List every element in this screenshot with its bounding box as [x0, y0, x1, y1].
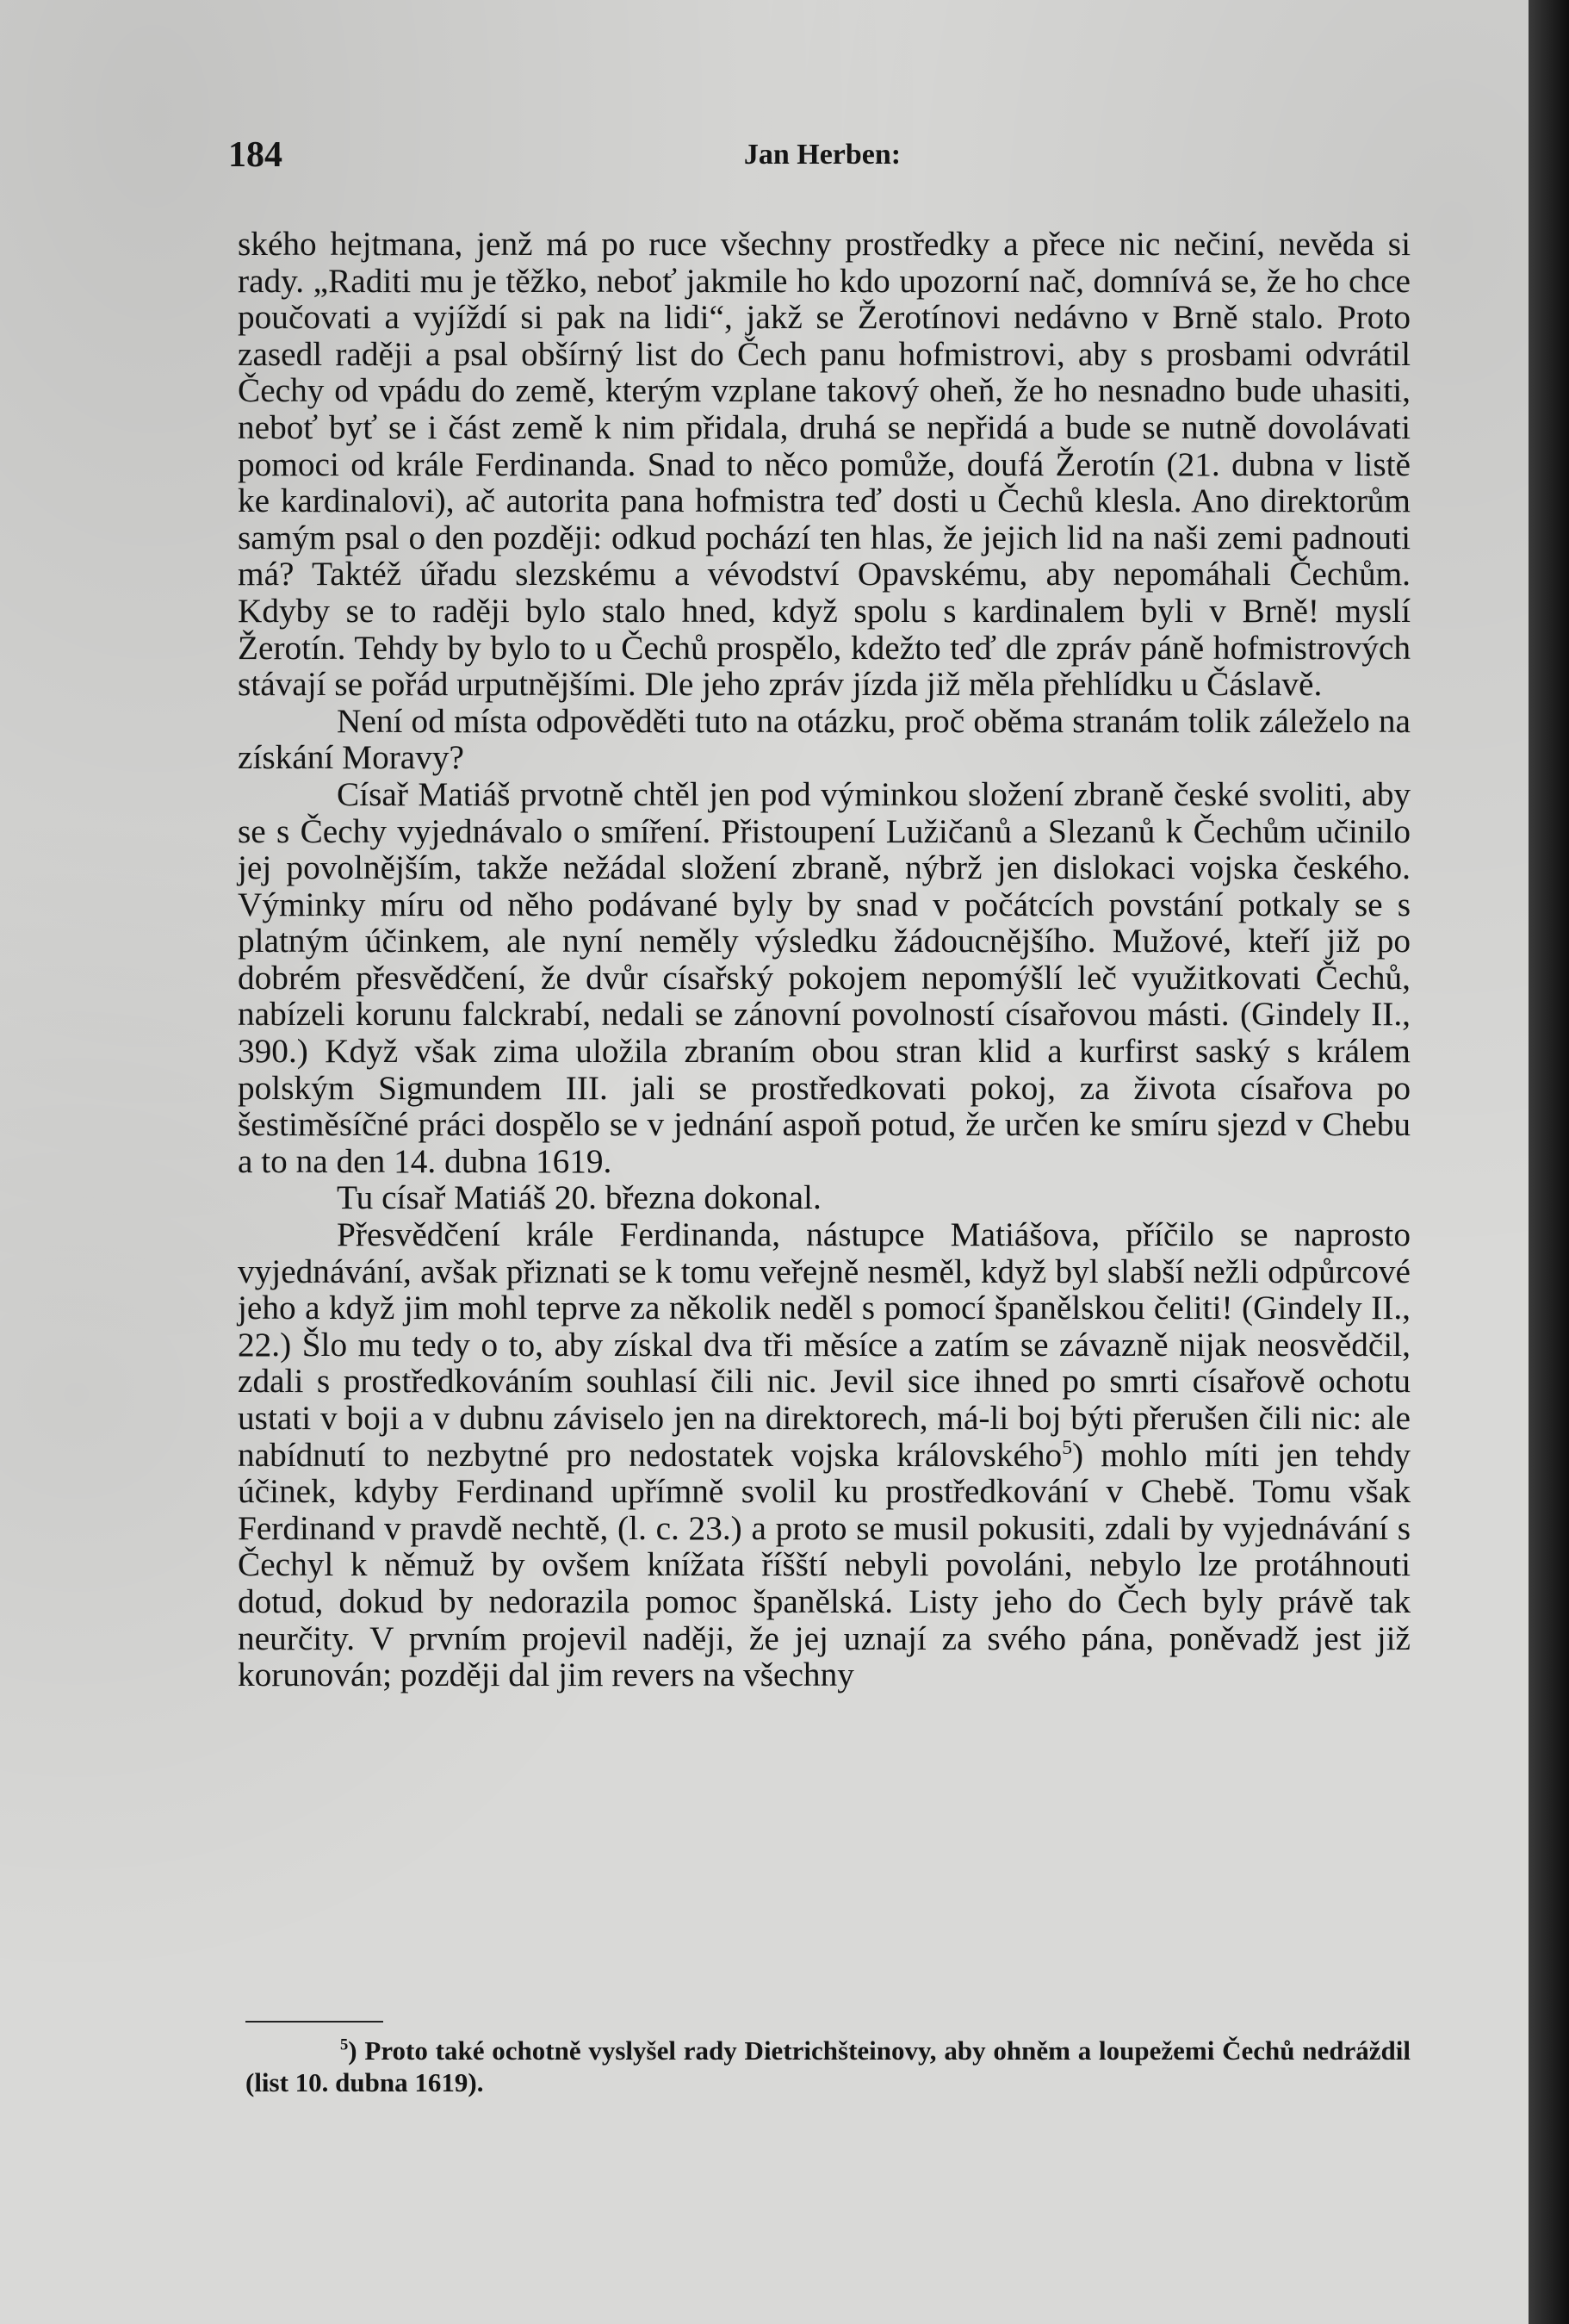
paragraph-text: Přesvědčení krále Ferdinanda, nástupce Matiášova, příčilo se naprosto vyjednávání, avšak přiznati se k tomu veřejně nesměl, když byl slabší nežli odpůrcové jeho a když jim mohl teprve za několik neděl s pomocí španělskou čeliti! (Gindely II., 22.) Šlo mu tedy o to, aby získal dva tři měsíce a zatím se závazně nijak neosvědčil, zdali s prostředkováním souhlasí čili nic. Jevil sice ihned po smrti císařově ochotu ustati v boji a v dubnu záviselo jen na direktorech, má-li boj býti přerušen čili nic: ale nabídnutí to nezbytné pro nedostatek vojska královského [238, 1215, 1411, 1474]
footnote-mark: 5 [340, 2035, 349, 2054]
footnote-reference: 5 [1062, 1436, 1072, 1459]
footnote-text: ) Proto také ochotně vyslyšel rady Dietrichšteinovy, aby ohněm a loupežemi Čechů nedráždil (list 10. dubna 1619). [245, 2035, 1411, 2097]
page-number: 184 [228, 135, 282, 175]
paragraph: Není od místa odpověděti tuto na otázku, proč oběma stranám tolik záleželo na získání Moravy? [238, 701, 1411, 777]
paragraph: Tu císař Matiáš 20. března dokonal. [337, 1178, 822, 1217]
running-head: Jan Herben: [743, 139, 902, 171]
paragraph: Císař Matiáš prvotně chtěl jen pod výminkou složení zbraně české svoliti, aby se s Čechy vyjednávalo o smíření. Přistoupení Lužičanů a Slezanů k Čechům učinilo jej povolnějším, takže nežádal složení zbraně, nýbrž jen dislokaci vojska českého. Výminky míru od něho podávané byly by snad v počátcích povstání potkaly se s platným účinkem, ale nyní neměly výsledku žádoucnějšího. Mužové, kteří již po dobrém přesvědčení, že dvůr císařský pokojem nepomýšlí leč využitkovati Čechů, nabízeli korunu falckrabí, nedali se zánovní povolností císařovou másti. (Gindely II., 390.) Když však zima uložila zbraním obou stran klid a kurfirst saský s králem polským Sigmundem III. jali se prostředkovati pokoj, za života císařova po šestiměsíčné práci dospělo se v jednání aspoň potud, že určen ke smíru sjezd v Chebu a to na den 14. dubna 1619. [238, 774, 1411, 1180]
body-text [238, 226, 1411, 1693]
paragraph-text: ) mohlo míti jen tehdy účinek, kdyby Ferdinand upřímně svolil ku prostředkování v Chebě. Tomu však Ferdinand v pravdě nechtě, (l. c. 23.) a proto se musil pokusiti, zdali by vyjednávání s Čechyl k němuž by ovšem knížata říšští nebyli povoláni, nebylo lze protáhnouti dotud, dokud by nedorazila pomoc španělská. Listy jeho do Čech byly právě tak neurčity. V prvním projevil naději, že jej uznají za svého pána, poněvadž jest již korunován; později dal jim revers na všechny [238, 1435, 1411, 1694]
footnote [245, 2035, 1411, 2098]
paragraph [238, 1216, 1411, 1693]
page-edge-shadow [1529, 0, 1569, 2324]
paragraph: ského hejtmana, jenž má po ruce všechny prostředky a přece nic nečiní, nevěda si rady. „Raditi mu je těžko, neboť jakmile ho kdo upozorní nač, domnívá se, že ho chce poučovati a vyjíždí si pak na lidi“, jakž se Žerotínovi nedávno v Brně stalo. Proto zasedl raději a psal obšírný list do Čech panu hofmistrovi, aby s prosbami odvrátil Čechy od vpádu do země, kterým vzplane takový oheň, že ho nesnadno bude uhasiti, neboť byť se i část země k nim přidala, druhá se nepřidá a bude se nutně dovolávati pomoci od krále Ferdinanda. Snad to něco pomůže, doufá Žerotín (21. dubna v listě ke kardinalovi), ač autorita pana hofmistra teď dosti u Čechů klesla. Ano direktorům samým psal o den později: odkud pochází ten hlas, že jejich lid na naši zemi padnouti má? Taktéž úřadu slezskému a vévodství Opavskému, aby nepomáhali Čechům. Kdyby se to raději bylo stalo hned, když spolu s kardinalem byli v Brně! myslí Žerotín. Tehdy by bylo to u Čechů prospělo, kdežto teď dle zpráv páně hofmistrových stávají se pořád urputnějšími. Dle jeho zpráv jízda již měla přehlídku u Čáslavě. [238, 225, 1411, 704]
page-header [228, 129, 1417, 181]
footnote-divider [245, 2021, 383, 2023]
